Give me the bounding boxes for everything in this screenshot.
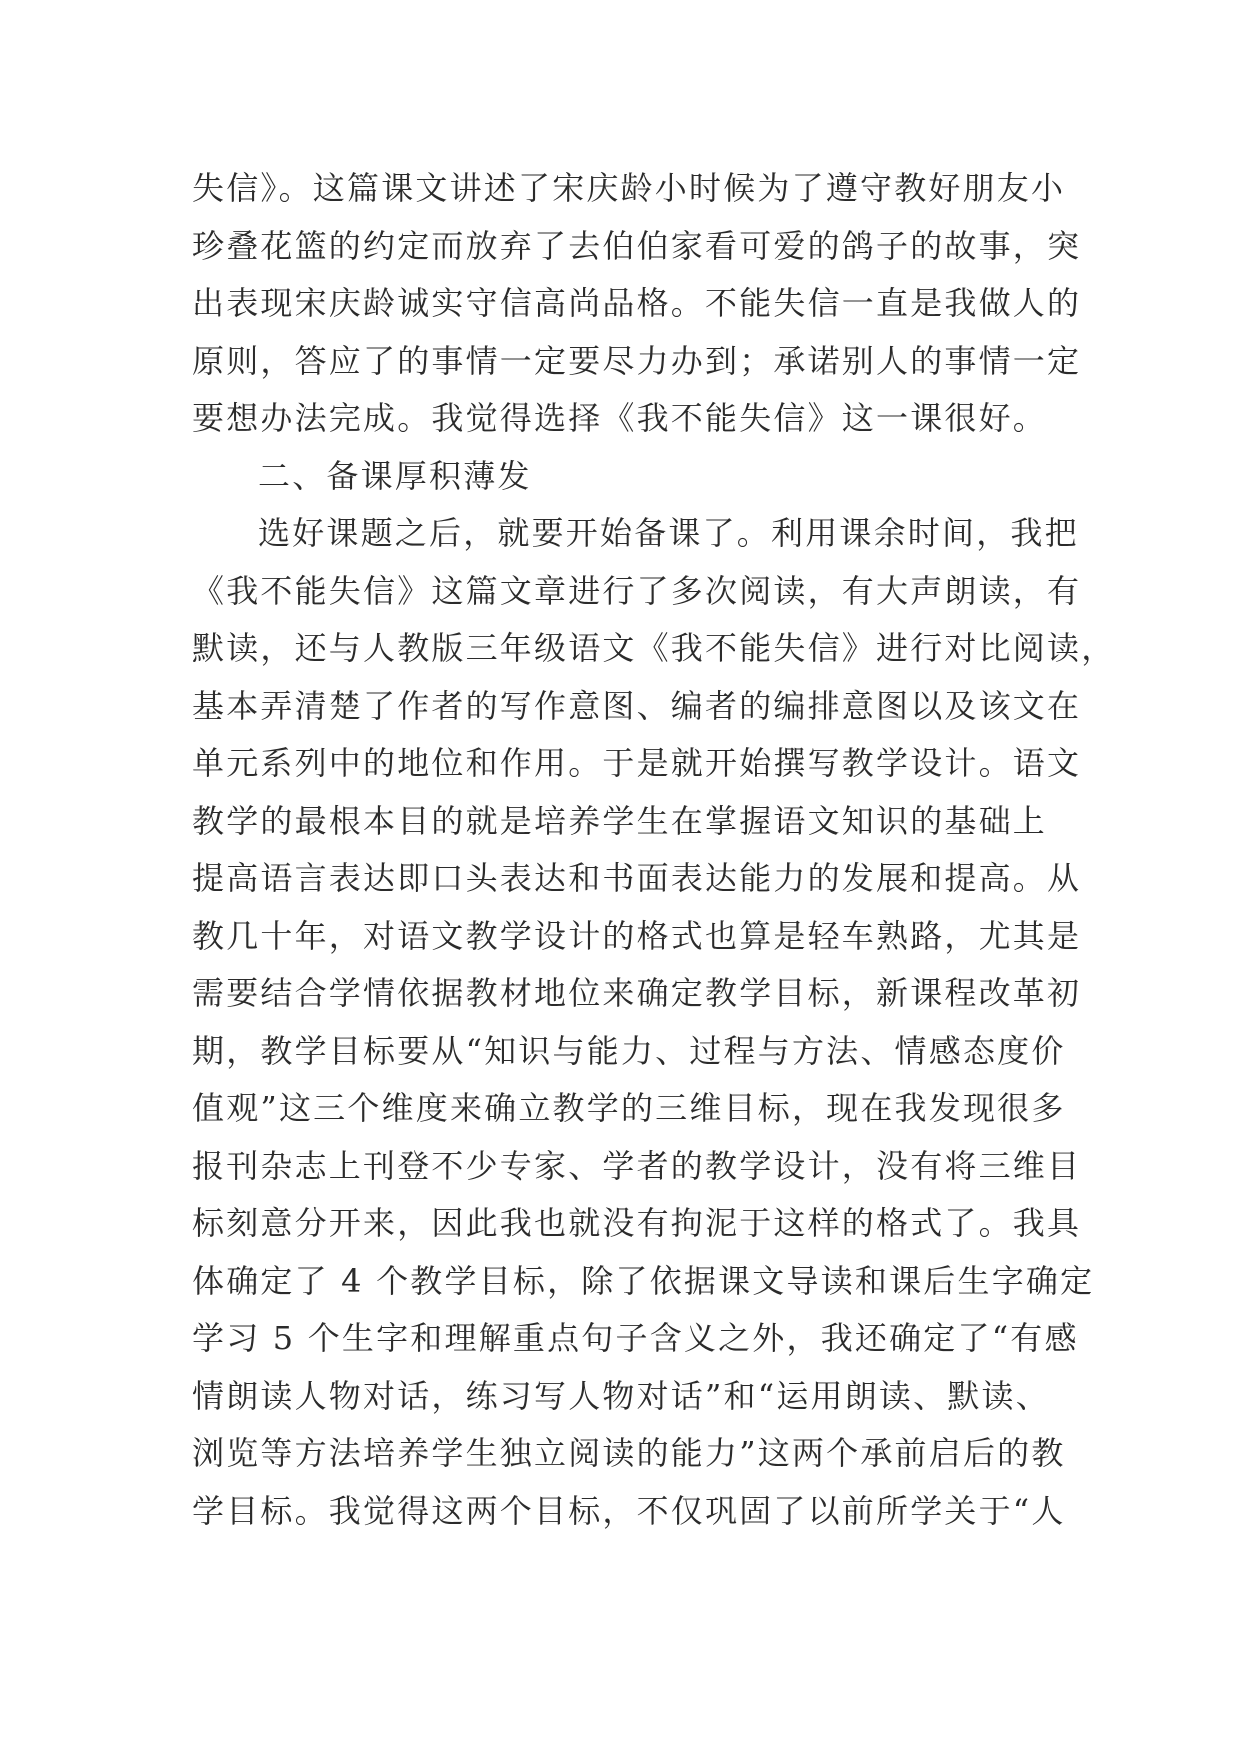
text-line: 珍叠花篮的约定而放弃了去伯伯家看可爱的鸽子的故事，突 — [192, 226, 1082, 265]
text-line: 出表现宋庆龄诚实守信高尚品格。不能失信一直是我做人的 — [192, 284, 1082, 322]
text-line: 浏览等方法培养学生独立阅读的能力”这两个承前启后的教 — [192, 1434, 1066, 1472]
text-line: 学习 5 个生字和理解重点句子含义之外，我还确定了“有感 — [192, 1319, 1079, 1357]
text-line: 学目标。我觉得这两个目标，不仅巩固了以前所学关于“人 — [192, 1491, 1066, 1530]
text-line: 情朗读人物对话，练习写人物对话”和“运用朗读、默读、 — [192, 1376, 1050, 1415]
text-line: 标刻意分开来，因此我也就没有拘泥于这样的格式了。我具 — [192, 1204, 1082, 1242]
text-line: 基本弄清楚了作者的写作意图、编者的编排意图以及该文在 — [192, 686, 1082, 725]
text-line: 需要结合学情依据教材地位来确定教学目标，新课程改革初 — [192, 974, 1082, 1012]
paragraph-first-line: 选好课题之后，就要开始备课了。利用课余时间，我把 — [258, 514, 1079, 552]
text-line: 提高语言表达即口头表达和书面表达能力的发展和提高。从 — [192, 859, 1082, 897]
text-line: 原则，答应了的事情一定要尽力办到；承诺别人的事情一定 — [192, 341, 1082, 380]
text-line: 教几十年，对语文教学设计的格式也算是轻车熟路，尤其是 — [192, 916, 1082, 955]
text-line: 要想办法完成。我觉得选择《我不能失信》这一课很好。 — [192, 399, 1048, 437]
text-line: 教学的最根本目的就是培养学生在掌握语文知识的基础上 — [192, 801, 1048, 840]
text-line: 单元系列中的地位和作用。于是就开始撰写教学设计。语文 — [192, 744, 1082, 782]
text-line: 失信》。这篇课文讲述了宋庆龄小时候为了遵守教好朋友小 — [192, 169, 1066, 207]
text-line: 《我不能失信》这篇文章进行了多次阅读，有大声朗读，有 — [192, 571, 1082, 610]
text-line: 报刊杂志上刊登不少专家、学者的教学设计，没有将三维目 — [192, 1146, 1082, 1185]
text-line: 期，教学目标要从“知识与能力、过程与方法、情感态度价 — [192, 1031, 1066, 1070]
section-heading: 二、备课厚积薄发 — [258, 456, 532, 495]
body-text — [192, 160, 1116, 1540]
text-line: 值观”这三个维度来确立教学的三维目标，现在我发现很多 — [192, 1089, 1066, 1127]
text-line: 默读，还与人教版三年级语文《我不能失信》进行对比阅读， — [192, 629, 1116, 667]
text-line: 体确定了 4 个教学目标，除了依据课文导读和课后生字确定 — [192, 1261, 1095, 1300]
